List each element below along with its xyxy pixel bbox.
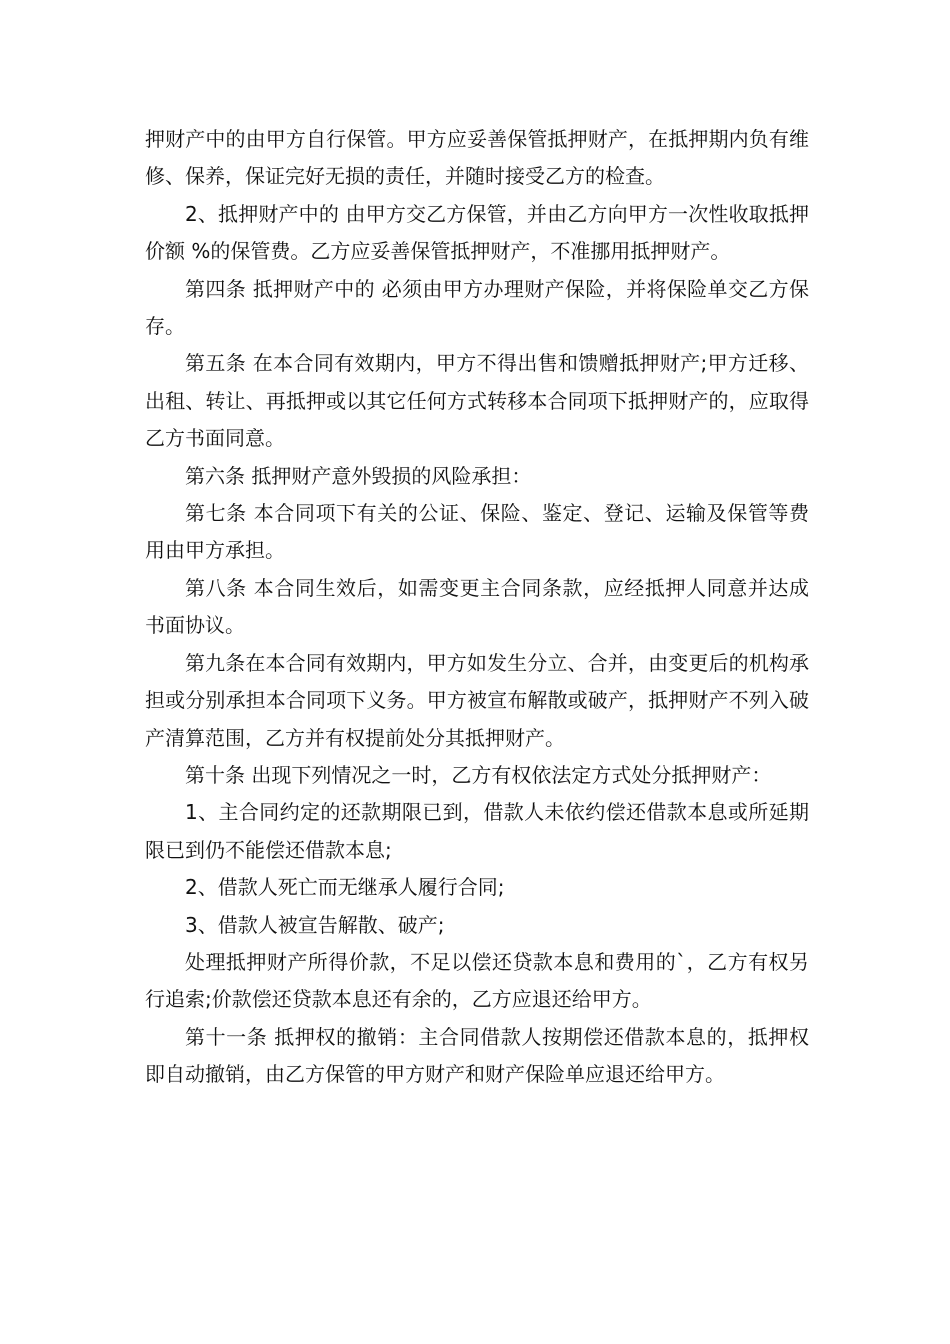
paragraph-article-8: 第八条 本合同生效后，如需变更主合同条款，应经抵押人同意并达成书面协议。 — [145, 575, 809, 638]
paragraph-continuation: 押财产中的由甲方自行保管。甲方应妥善保管抵押财产，在抵押期内负有维修、保养，保证完好无损的责任，并随时接受乙方的检查。 — [145, 127, 809, 189]
paragraph-article-10-item-3: 3、借款人被宣告解散、破产; — [185, 912, 445, 937]
paragraph-article-11: 第十一条 抵押权的撤销：主合同借款人按期偿还借款本息的，抵押权即自动撤销，由乙方保管的甲方财产和财产保险单应退还给甲方。 — [145, 1024, 809, 1087]
paragraph-article-5: 第五条 在本合同有效期内，甲方不得出售和馈赠抵押财产;甲方迁移、出租、转让、再抵押或以其它任何方式转移本合同项下抵押财产的，应取得乙方书面同意。 — [145, 351, 809, 451]
paragraph-clause-3-item-2: 2、抵押财产中的 由甲方交乙方保管，并由乙方向甲方一次性收取抵押价额 %的保管费。乙方应妥善保管抵押财产，不准挪用抵押财产。 — [145, 201, 809, 264]
paragraph-article-6: 第六条 抵押财产意外毁损的风险承担： — [185, 463, 532, 488]
paragraph-article-4: 第四条 抵押财产中的 必须由甲方办理财产保险，并将保险单交乙方保存。 — [145, 276, 809, 339]
paragraph-article-9: 第九条在本合同有效期内，甲方如发生分立、合并，由变更后的机构承担或分别承担本合同项下义务。甲方被宣布解散或破产，抵押财产不列入破产清算范围，乙方并有权提前处分其抵押财产。 — [145, 650, 809, 750]
paragraph-proceeds-handling: 处理抵押财产所得价款，不足以偿还贷款本息和费用的`，乙方有权另行追索;价款偿还贷款本息还有余的，乙方应退还给甲方。 — [145, 949, 809, 1012]
paragraph-article-7: 第七条 本合同项下有关的公证、保险、鉴定、登记、运输及保管等费用由甲方承担。 — [145, 501, 809, 563]
contract-body — [145, 121, 809, 1094]
paragraph-article-10-item-1: 1、主合同约定的还款期限已到，借款人未依约偿还借款本息或所延期限已到仍不能偿还借款本息; — [145, 800, 809, 862]
paragraph-article-10: 第十条 出现下列情况之一时，乙方有权依法定方式处分抵押财产： — [185, 762, 772, 787]
paragraph-article-10-item-2: 2、借款人死亡而无继承人履行合同; — [185, 875, 505, 900]
